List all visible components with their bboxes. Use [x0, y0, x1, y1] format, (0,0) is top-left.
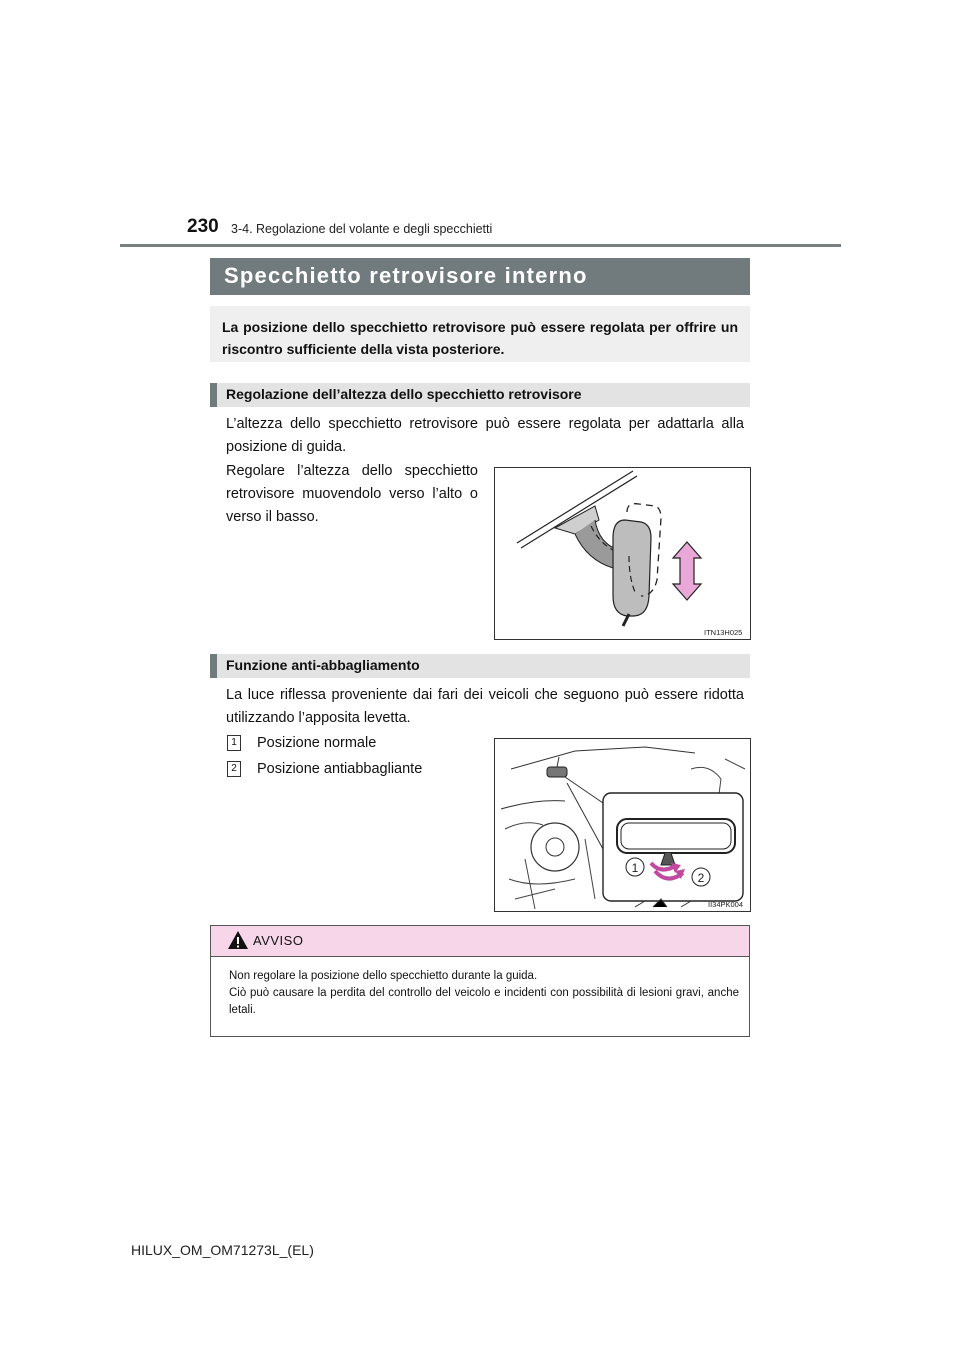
svg-text:2: 2: [697, 871, 705, 885]
page-title: Specchietto retrovisore interno: [224, 263, 588, 288]
mirror-height-illustration: [495, 468, 750, 639]
mirror-height-figure: [494, 467, 751, 640]
warning-line-2: Ciò può causare la perdita del controllo del veicolo e incidenti con possibilità di lesioni gravi, anche letali.: [229, 987, 739, 1016]
height-paragraph: L’altezza dello specchietto retrovisore può essere regolata per adattarla alla posizione di guida.: [226, 416, 744, 455]
title-bar: [210, 258, 750, 295]
header-divider: [120, 244, 841, 247]
figure-code: ITN13H025: [704, 628, 743, 637]
figure-code: II34PK004: [708, 900, 744, 909]
subheading-height-label: Regolazione dell’altezza dello specchietto retrovisore: [226, 386, 582, 402]
subheading-marker: [210, 654, 217, 678]
footer-document-code: HILUX_OM_OM71273L_(EL): [131, 1242, 314, 1258]
item-label-1: Posizione normale: [257, 735, 377, 751]
antiglare-figure: [494, 738, 751, 912]
warning-title: AVVISO: [253, 933, 304, 948]
antiglare-paragraph: La luce riflessa proveniente dai fari dei veicoli che seguono può essere ridotta utilizzando l’apposita levetta.: [226, 687, 744, 726]
height-instruction: Regolare l’altezza dello specchietto retrovisore muovendolo verso l’alto o verso il basso.: [226, 463, 478, 525]
cabin-mirror-illustration: [495, 739, 750, 911]
item-number-1: 1: [227, 735, 241, 751]
page-number: 230: [187, 216, 219, 237]
subheading-antiglare-label: Funzione anti-abbagliamento: [226, 657, 420, 673]
item-number-2: 2: [227, 761, 241, 777]
warning-box: [210, 925, 750, 1037]
item-label-2: Posizione antiabbagliante: [257, 761, 423, 777]
subheading-marker: [210, 383, 217, 407]
warning-body: [229, 968, 739, 1019]
subheading-height: [210, 383, 750, 407]
section-breadcrumb: 3-4. Regolazione del volante e degli specchietti: [231, 222, 493, 236]
warning-triangle-icon: [227, 930, 249, 950]
subheading-antiglare: [210, 654, 750, 678]
intro-box: [210, 306, 750, 362]
warning-header: [211, 926, 749, 957]
svg-text:1: 1: [631, 861, 639, 875]
intro-text: La posizione dello specchietto retrovisore può essere regolata per offrire un riscontro sufficiente della vista posteriore.: [222, 319, 738, 357]
warning-line-1: Non regolare la posizione dello specchietto durante la guida.: [229, 970, 538, 982]
